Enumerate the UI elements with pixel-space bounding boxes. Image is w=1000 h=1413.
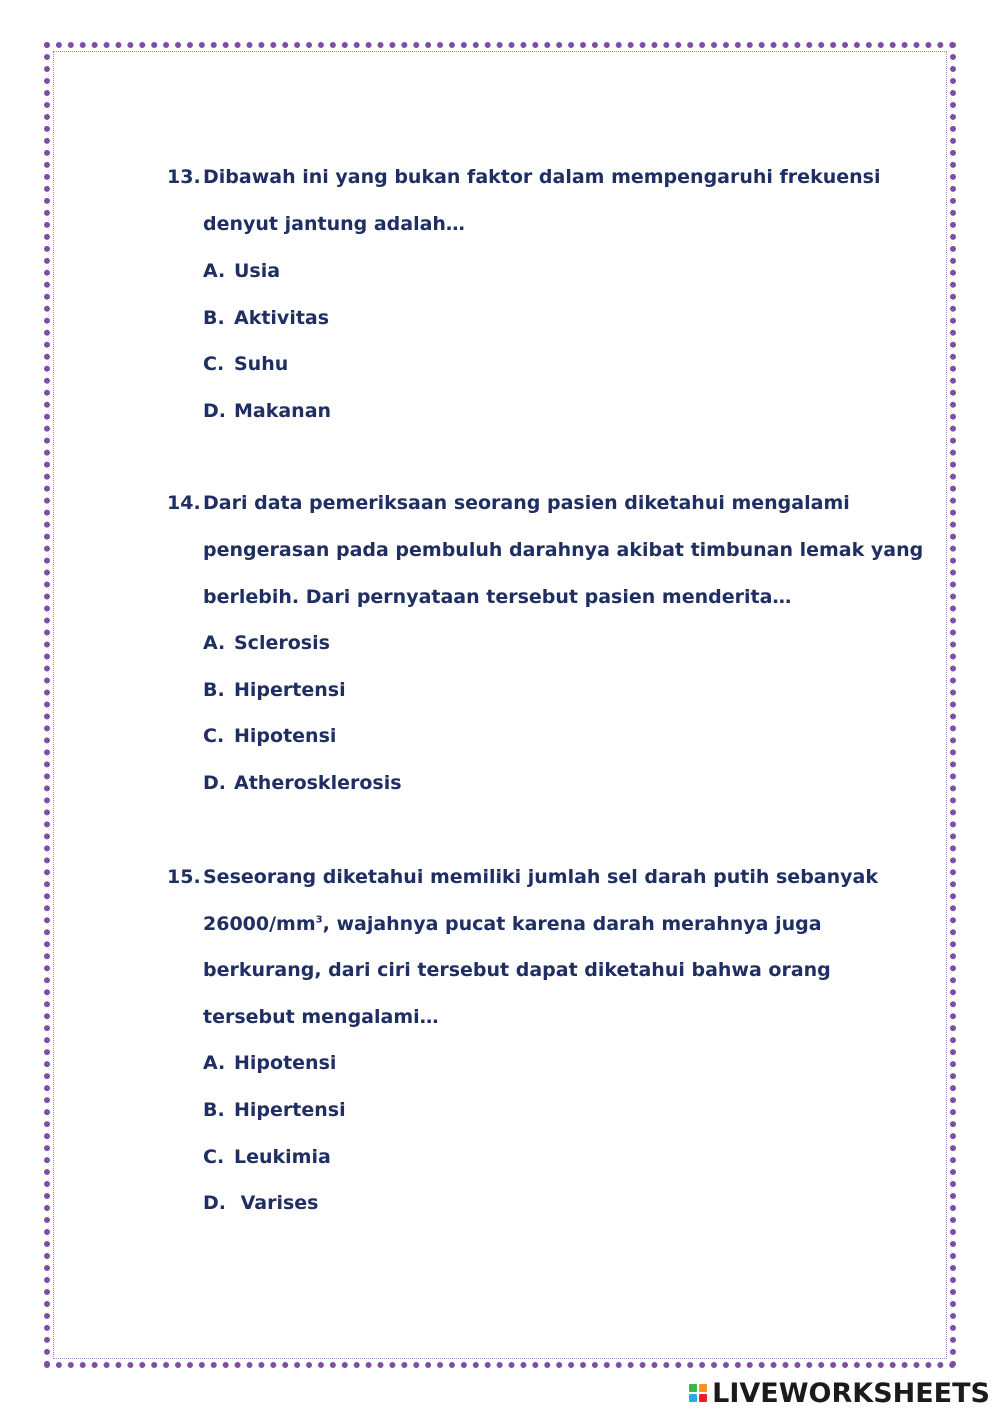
option-text: Usia: [234, 260, 281, 282]
liveworksheets-logo[interactable]: [689, 1377, 990, 1409]
logo-square: [689, 1394, 697, 1402]
logo-icon: [689, 1384, 707, 1402]
option-letter: A.: [203, 260, 226, 282]
logo-square: [699, 1394, 707, 1402]
option-d[interactable]: [203, 400, 331, 422]
option-letter: C.: [203, 353, 225, 375]
units-text: 26000/mm: [203, 913, 316, 935]
option-letter: D.: [203, 400, 226, 422]
question-text-line-units: [203, 913, 822, 935]
option-d[interactable]: [203, 772, 402, 794]
logo-square: [689, 1384, 697, 1392]
option-text: Hipotensi: [234, 725, 337, 747]
question-text-line: berkurang, dari ciri tersebut dapat diketahui bahwa orang: [203, 959, 831, 981]
option-text: Makanan: [234, 400, 332, 422]
question-text-line: Seseorang diketahui memiliki jumlah sel darah putih sebanyak: [203, 866, 878, 888]
option-letter: B.: [203, 1099, 225, 1121]
question-text-line: Dari data pemeriksaan seorang pasien diketahui mengalami: [203, 492, 850, 514]
option-text: Suhu: [234, 353, 289, 375]
question-number: 15.: [167, 866, 201, 888]
option-letter: B.: [203, 679, 225, 701]
option-d[interactable]: [203, 1192, 319, 1214]
option-letter: A.: [203, 632, 226, 654]
option-letter: C.: [203, 1146, 225, 1168]
option-text: Hipertensi: [234, 679, 346, 701]
question-text-line: berlebih. Dari pernyataan tersebut pasien menderita…: [203, 586, 792, 608]
logo-square: [699, 1384, 707, 1392]
option-a[interactable]: [203, 260, 280, 282]
option-text: Atherosklerosis: [234, 772, 402, 794]
option-a[interactable]: [203, 632, 330, 654]
option-letter: D.: [203, 772, 226, 794]
option-c[interactable]: [203, 1146, 331, 1168]
option-c[interactable]: [203, 725, 336, 747]
option-text: Hipotensi: [234, 1052, 337, 1074]
option-letter: A.: [203, 1052, 226, 1074]
option-letter: C.: [203, 725, 225, 747]
option-text: Sclerosis: [234, 632, 330, 654]
logo-text: LIVEWORKSHEETS: [712, 1377, 990, 1409]
question-text-line: pengerasan pada pembuluh darahnya akibat timbunan lemak yang: [203, 539, 924, 561]
units-superscript: 3: [315, 914, 323, 926]
question-text-line: tersebut mengalami…: [203, 1006, 439, 1028]
option-text: Aktivitas: [234, 307, 330, 329]
option-letter: D.: [203, 1192, 226, 1214]
question-text-line: denyut jantung adalah…: [203, 213, 465, 235]
option-text: Hipertensi: [234, 1099, 346, 1121]
question-text-line: Dibawah ini yang bukan faktor dalam mempengaruhi frekuensi: [203, 166, 881, 188]
option-text: Leukimia: [234, 1146, 331, 1168]
option-c[interactable]: [203, 353, 288, 375]
option-b[interactable]: [203, 307, 329, 329]
question-number: 14.: [167, 492, 201, 514]
option-letter: B.: [203, 307, 225, 329]
option-b[interactable]: [203, 1099, 346, 1121]
option-a[interactable]: [203, 1052, 336, 1074]
option-text: Varises: [234, 1192, 319, 1214]
units-rest: , wajahnya pucat karena darah merahnya juga: [322, 913, 822, 935]
option-b[interactable]: [203, 679, 346, 701]
question-number: 13.: [167, 166, 201, 188]
